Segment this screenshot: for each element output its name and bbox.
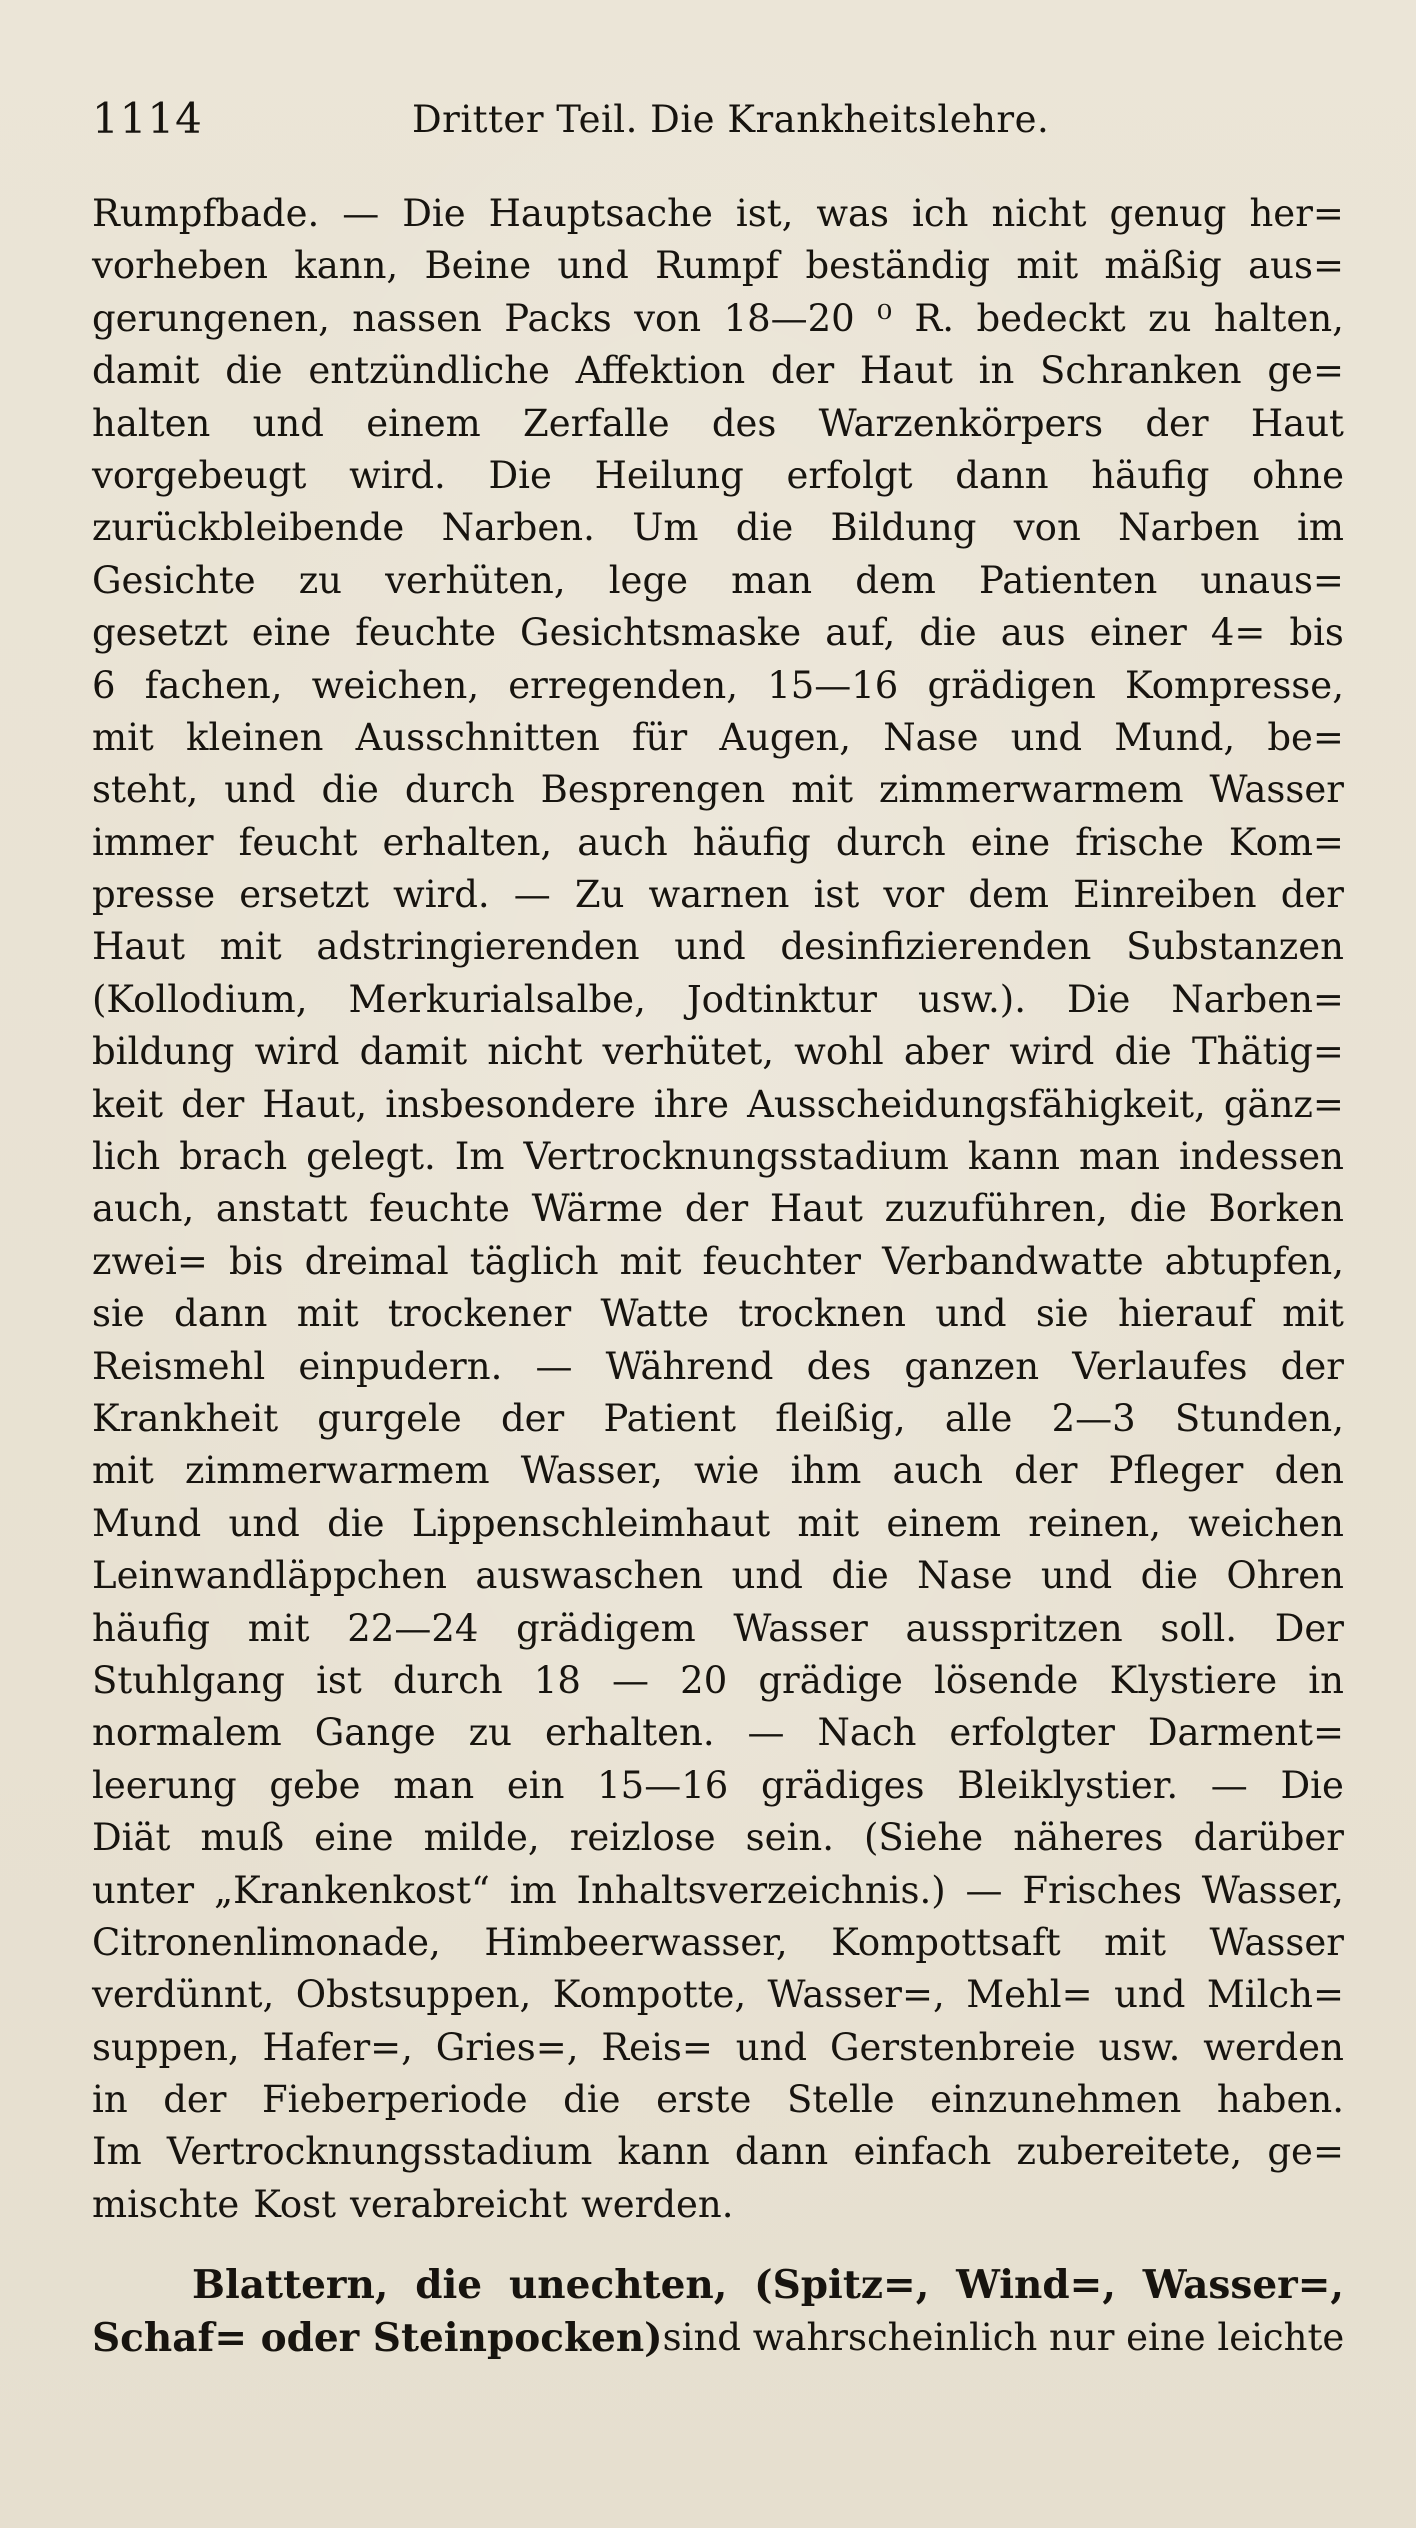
text-line: halten und einem Zerfalle des Warzenkörpers der Haut	[92, 401, 1344, 445]
text-line: steht, und die durch Besprengen mit zimmerwarmem Wasser	[92, 768, 1344, 812]
text-line: mit kleinen Ausschnitten für Augen, Nase und Mund, be=	[92, 715, 1344, 759]
text-line: (Kollodium, Merkurialsalbe, Jodtinktur usw.). Die Narben=	[92, 977, 1344, 1021]
text-line: in der Fieberperiode die erste Stelle einzunehmen haben.	[92, 2078, 1344, 2122]
text-line: zurückbleibende Narben. Um die Bildung von Narben im	[92, 506, 1344, 550]
text-line: lich brach gelegt. Im Vertrocknungsstadium kann man indessen	[92, 1135, 1344, 1179]
text-line: mit zimmerwarmem Wasser, wie ihm auch der Pfleger den	[92, 1449, 1344, 1493]
text-line: Mund und die Lippenschleimhaut mit einem reinen, weichen	[92, 1501, 1344, 1545]
text-line: unter „Krankenkost“ im Inhaltsverzeichnis.) — Frisches Wasser,	[92, 1868, 1344, 1912]
text-line: gerungenen, nassen Packs von 18—20 ⁰ R. bedeckt zu halten,	[92, 296, 1344, 340]
text-line: immer feucht erhalten, auch häufig durch eine frische Kom=	[92, 820, 1344, 864]
section-text-line	[92, 2312, 1344, 2364]
text-line: vorheben kann, Beine und Rumpf beständig mit mäßig aus=	[92, 244, 1344, 288]
text-line: zwei= bis dreimal täglich mit feuchter Verbandwatte abtupfen,	[92, 1239, 1344, 1283]
text-line: vorgebeugt wird. Die Heilung erfolgt dann häufig ohne	[92, 453, 1344, 497]
page-header	[92, 88, 1312, 148]
text-line: Gesichte zu verhüten, lege man dem Patienten unaus=	[92, 558, 1344, 602]
section-text: sind wahrscheinlich nur eine leichte	[662, 2315, 1345, 2359]
text-line: damit die entzündliche Affektion der Haut in Schranken ge=	[92, 349, 1344, 393]
text-line: 6 fachen, weichen, erregenden, 15—16 grädigen Kompresse,	[92, 663, 1344, 707]
text-line: Rumpfbade. — Die Hauptsache ist, was ich nicht genug her=	[92, 192, 1344, 235]
text-line: häufig mit 22—24 grädigem Wasser ausspritzen soll. Der	[92, 1606, 1344, 1650]
text-line: auch, anstatt feuchte Wärme der Haut zuzuführen, die Borken	[92, 1187, 1344, 1231]
text-line: Reismehl einpudern. — Während des ganzen Verlaufes der	[92, 1344, 1344, 1388]
running-head: Dritter Teil. Die Krankheitslehre.	[412, 98, 1050, 141]
text-line: Citronenlimonade, Himbeerwasser, Kompottsaft mit Wasser	[92, 1920, 1344, 1964]
text-line: normalem Gange zu erhalten. — Nach erfolgter Darment=	[92, 1711, 1344, 1755]
text-line: gesetzt eine feuchte Gesichtsmaske auf, die aus einer 4= bis	[92, 611, 1344, 655]
text-line: Stuhlgang ist durch 18 — 20 grädige lösende Klystiere in	[92, 1658, 1344, 1702]
section-heading-continuation: Schaf= oder Steinpocken)	[92, 2314, 663, 2361]
text-line: Im Vertrocknungsstadium kann dann einfach zubereitete, ge=	[92, 2130, 1344, 2174]
text-line: verdünnt, Obstsuppen, Kompotte, Wasser=, Mehl= und Milch=	[92, 1973, 1344, 2017]
page-number: 1114	[92, 94, 203, 143]
text-line: bildung wird damit nicht verhütet, wohl aber wird die Thätig=	[92, 1030, 1344, 1074]
text-line: sie dann mit trockener Watte trocknen und sie hierauf mit	[92, 1292, 1344, 1336]
text-line: keit der Haut, insbesondere ihre Ausscheidungsfähigkeit, gänz=	[92, 1082, 1344, 1126]
section-heading-line: Blattern, die unechten, (Spitz=, Wind=, Wasser=,	[192, 2262, 1344, 2309]
text-line: leerung gebe man ein 15—16 grädiges Bleiklystier. — Die	[92, 1763, 1344, 1807]
text-line: suppen, Hafer=, Gries=, Reis= und Gerstenbreie usw. werden	[92, 2025, 1344, 2069]
text-line: Krankheit gurgele der Patient fleißig, alle 2—3 Stunden,	[92, 1396, 1344, 1440]
text-line: Diät muß eine milde, reizlose sein. (Siehe näheres darüber	[92, 1816, 1344, 1860]
text-line: Leinwandläppchen auswaschen und die Nase und die Ohren	[92, 1554, 1344, 1598]
text-line: mischte Kost verabreicht werden.	[92, 2182, 734, 2226]
body-text	[92, 188, 1344, 2364]
text-line: Haut mit adstringierenden und desinfizierenden Substanzen	[92, 925, 1344, 969]
text-line: presse ersetzt wird. — Zu warnen ist vor dem Einreiben der	[92, 873, 1344, 917]
paragraph-gap	[92, 2231, 1344, 2259]
